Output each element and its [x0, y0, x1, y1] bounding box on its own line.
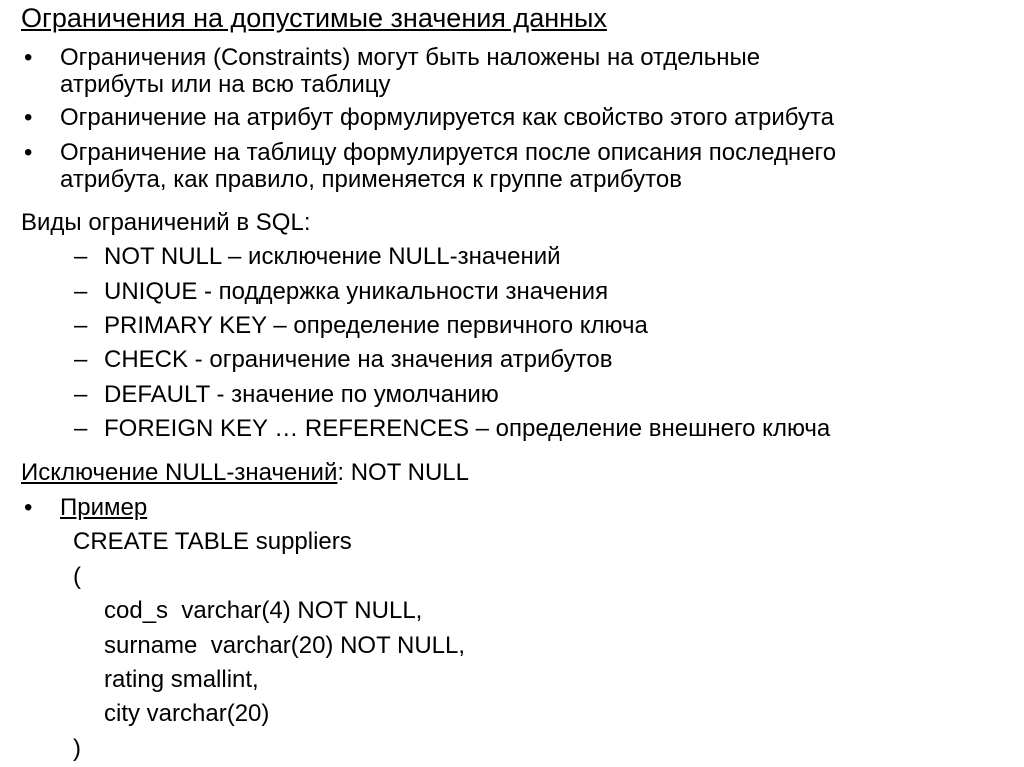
null-heading-link[interactable]: Исключение NULL-значений: [21, 459, 338, 486]
dash-marker: –: [74, 278, 88, 305]
type-item-not-null: NOT NULL – исключение NULL-значений: [104, 243, 561, 270]
bullet-3-line-2: атрибута, как правило, применяется к группе атрибутов: [60, 166, 682, 193]
dash-marker: –: [74, 381, 88, 408]
code-line-open-paren: (: [73, 563, 81, 590]
page-title: Ограничения на допустимые значения данных: [21, 3, 607, 33]
bullet-marker: •: [24, 44, 33, 71]
type-item-primary-key: PRIMARY KEY – определение первичного ключа: [104, 312, 648, 339]
null-heading-rest: : NOT NULL: [337, 459, 469, 486]
code-line-create-table: CREATE TABLE suppliers: [73, 528, 352, 555]
bullet-marker: •: [24, 104, 33, 131]
type-item-foreign-key: FOREIGN KEY … REFERENCES – определение внешнего ключа: [104, 415, 831, 442]
type-item-check: CHECK - ограничение на значения атрибутов: [104, 346, 613, 373]
types-heading: Виды ограничений в SQL:: [21, 209, 311, 236]
code-line-city: city varchar(20): [104, 700, 270, 727]
bullet-1-line-1: Ограничения (Constraints) могут быть наложены на отдельные: [60, 44, 761, 71]
dash-marker: –: [74, 346, 88, 373]
code-line-surname: surname varchar(20) NOT NULL,: [104, 632, 466, 659]
bullet-2-line-1: Ограничение на атрибут формулируется как свойство этого атрибута: [60, 104, 835, 131]
dash-marker: –: [74, 415, 88, 442]
dash-marker: –: [74, 243, 88, 270]
code-line-rating: rating smallint,: [104, 666, 259, 693]
example-label[interactable]: Пример: [60, 494, 148, 521]
type-item-unique: UNIQUE - поддержка уникальности значения: [104, 278, 609, 305]
bullet-3-line-1: Ограничение на таблицу формулируется после описания последнего: [60, 139, 837, 166]
bullet-marker: •: [24, 494, 33, 521]
bullet-1-line-2: атрибуты или на всю таблицу: [60, 71, 391, 98]
bullet-marker: •: [24, 139, 33, 166]
dash-marker: –: [74, 312, 88, 339]
type-item-default: DEFAULT - значение по умолчанию: [104, 381, 499, 408]
code-line-close-paren: ): [73, 735, 81, 762]
null-heading: [21, 458, 469, 487]
code-line-cod-s: cod_s varchar(4) NOT NULL,: [104, 597, 423, 624]
